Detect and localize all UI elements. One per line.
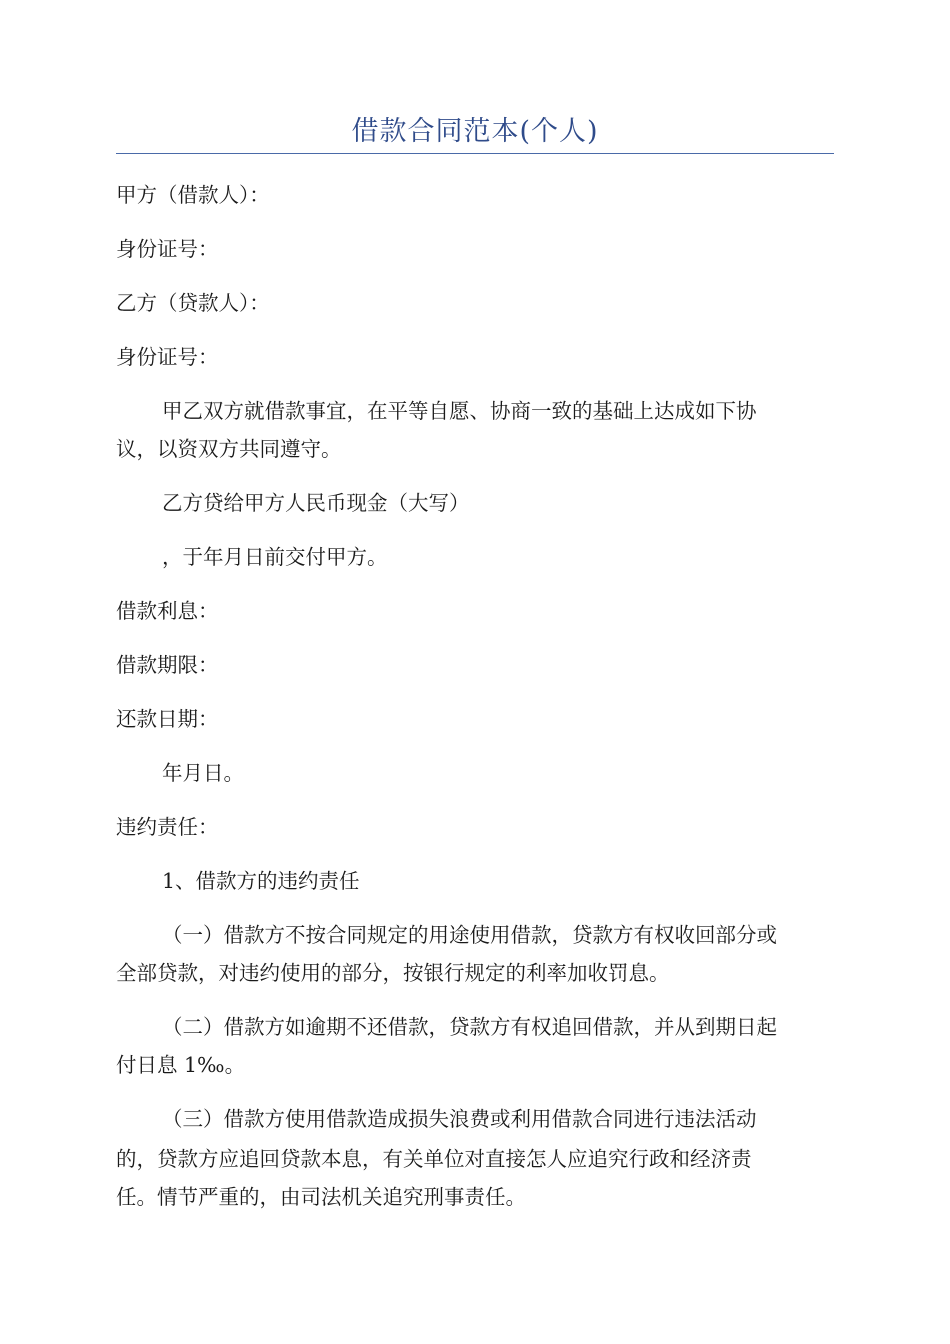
clause-1-line-1: （一）借款方不按合同规定的用途使用借款，贷款方有权收回部分或 — [162, 923, 777, 947]
agreement-paragraph-line-2: 议，以资双方共同遵守。 — [116, 437, 342, 461]
term-label: 借款期限： — [116, 653, 219, 677]
repayment-date-label: 还款日期： — [116, 707, 219, 731]
clause-2-line-1: （二）借款方如逾期不还借款，贷款方有权追回借款，并从到期日起 — [162, 1015, 777, 1039]
party-b-label: 乙方（贷款人）： — [116, 291, 270, 315]
clause-2-line-2: 付日息 1‰。 — [116, 1053, 246, 1077]
clause-3-line-1: （三）借款方使用借款造成损失浪费或利用借款合同进行违法活动 — [162, 1107, 757, 1131]
title-underline — [116, 153, 834, 154]
party-a-id-label: 身份证号： — [116, 237, 219, 261]
liability-heading: 违约责任： — [116, 815, 219, 839]
clause-3-line-3: 任。情节严重的，由司法机关追究刑事责任。 — [116, 1185, 526, 1209]
repayment-date-value: 年月日。 — [162, 761, 244, 785]
clause-3-line-2: 的，贷款方应追回贷款本息，有关单位对直接怎人应追究行政和经济责 — [116, 1147, 752, 1171]
party-a-label: 甲方（借款人）： — [116, 183, 270, 207]
party-b-id-label: 身份证号： — [116, 345, 219, 369]
clause-1-line-2: 全部贷款，对违约使用的部分，按银行规定的利率加收罚息。 — [116, 961, 670, 985]
agreement-paragraph-line-1: 甲乙双方就借款事宜，在平等自愿、协商一致的基础上达成如下协 — [162, 399, 757, 423]
document-title: 借款合同范本(个人) — [351, 116, 599, 147]
loan-amount-line: 乙方贷给甲方人民币现金（大写） — [162, 491, 470, 515]
delivery-date-line: ，于年月日前交付甲方。 — [162, 545, 388, 569]
borrower-liability-heading: 1、借款方的违约责任 — [162, 869, 360, 893]
interest-label: 借款利息： — [116, 599, 219, 623]
